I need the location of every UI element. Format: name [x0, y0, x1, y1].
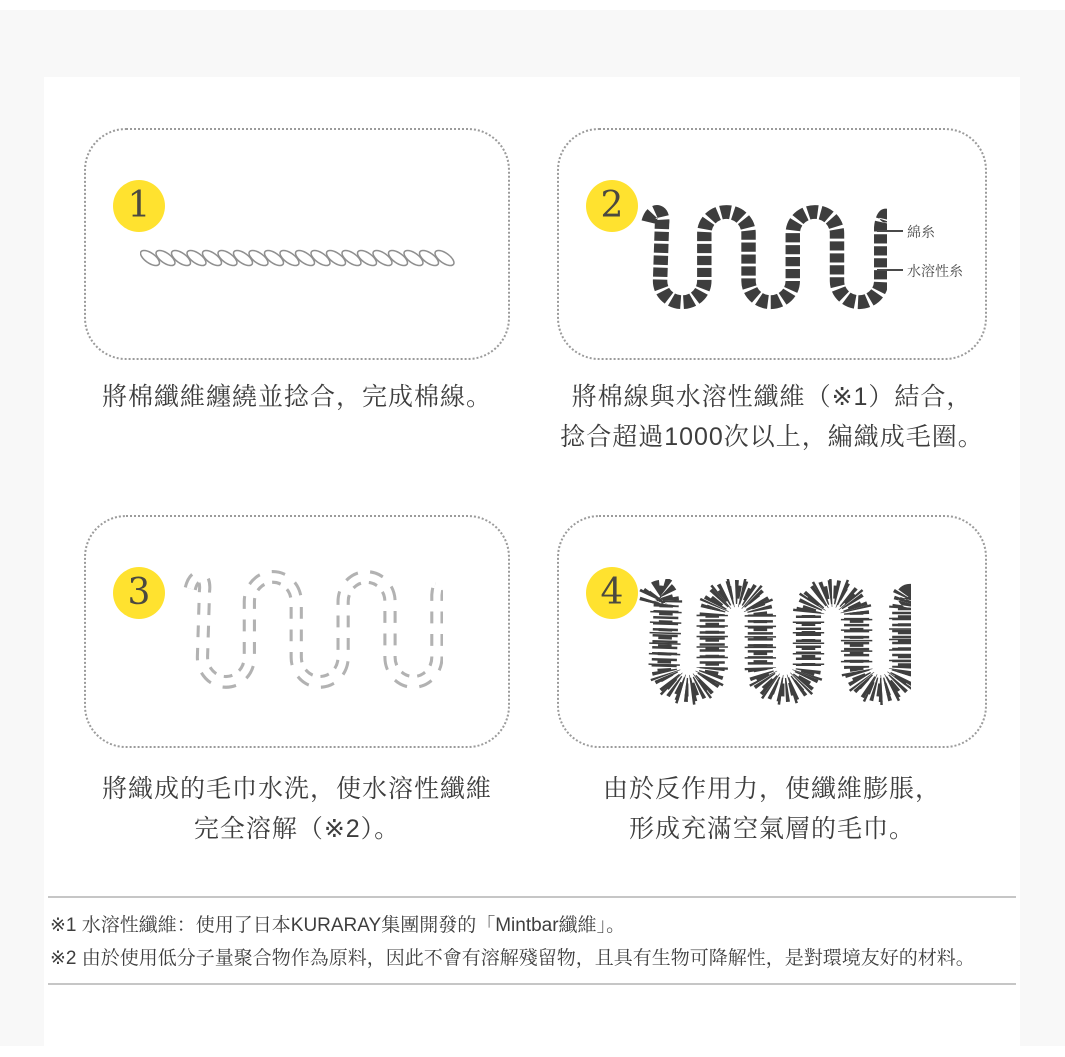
step-2-caption	[557, 377, 987, 457]
cotton-yarn-rope-icon	[140, 247, 456, 269]
twisted-yarn-wave-icon	[637, 200, 887, 316]
step-1-caption-line-1: 將棉纖維纏繞並捻合，完成棉線。	[101, 383, 492, 411]
cotton-yarn-pointer-line	[877, 230, 903, 232]
fluffy-fiber-wave-icon	[639, 579, 911, 705]
step-4-caption-line-2: 形成充滿空氣層的毛巾。	[628, 815, 915, 843]
step-2-caption-line-2: 捻合超過1000次以上，編織成毛圈。	[560, 423, 984, 451]
footnote-divider-bottom	[48, 983, 1016, 985]
step-1-number-badge: 1	[113, 180, 165, 232]
step-3-caption	[84, 769, 510, 849]
step-3-caption-line-2: 完全溶解（※2）。	[193, 815, 401, 843]
step-4-caption	[557, 769, 987, 849]
step-2-caption-line-1: 將棉線與水溶性纖維（※1）結合，	[571, 383, 973, 411]
dissolved-yarn-wave-icon	[178, 563, 443, 698]
footnote-divider-top	[48, 896, 1016, 898]
cotton-yarn-label: 綿糸	[907, 224, 935, 240]
footnote-2: ※2 由於使用低分子量聚合物作為原料，因此不會有溶解殘留物，且具有生物可降解性，是對環境友好的材料。	[50, 948, 975, 969]
footnotes	[50, 909, 1014, 975]
process-diagram-card	[44, 77, 1020, 1046]
step-3-caption-line-1: 將織成的毛巾水洗，使水溶性纖維	[101, 775, 492, 803]
step-2-panel	[557, 128, 987, 360]
soluble-yarn-label: 水溶性糸	[907, 263, 963, 279]
step-1-caption	[84, 377, 510, 417]
step-4-panel	[557, 515, 987, 748]
soluble-yarn-pointer-line	[877, 269, 903, 271]
step-1-panel	[84, 128, 510, 360]
step-4-number-badge: 4	[586, 567, 638, 619]
footnote-1: ※1 水溶性纖維：使用了日本KURARAY集團開發的「Mintbar纖維」。	[50, 915, 626, 936]
step-3-panel	[84, 515, 510, 748]
step-3-number-badge: 3	[113, 567, 165, 619]
step-4-caption-line-1: 由於反作用力，使纖維膨脹，	[602, 775, 941, 803]
step-2-number-badge: 2	[586, 180, 638, 232]
